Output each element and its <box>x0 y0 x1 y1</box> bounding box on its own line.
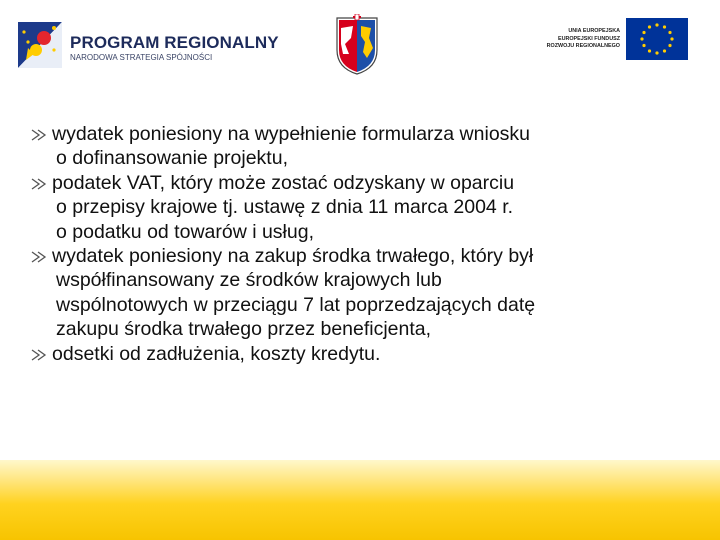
bullet-list <box>30 122 670 366</box>
footer-band <box>0 460 720 540</box>
bullet-text-line: wydatek poniesiony na wypełnienie formularza wniosku <box>52 123 531 145</box>
bullet-text-line: podatek VAT, który może zostać odzyskany w oparciu <box>52 171 515 194</box>
bullet-arrow-icon <box>30 177 50 191</box>
eu-line: EUROPEJSKI FUNDUSZ <box>557 35 620 42</box>
list-item <box>30 122 670 171</box>
program-logo-icon <box>14 16 66 72</box>
eu-line: UNIA EUROPEJSKA <box>568 28 620 34</box>
bullet-text-line: zakupu środka trwałego przez beneficjenta, <box>56 318 432 341</box>
list-item <box>30 244 670 342</box>
bullet-text-line: wspólnotowych w przeciągu 7 lat poprzedzających datę <box>56 293 536 316</box>
bullet-text-line: o przepisy krajowe tj. ustawę z dnia 11 marca 2004 r. <box>56 196 514 219</box>
program-regionalny-logo <box>14 16 279 72</box>
program-subtitle: NARODOWA STRATEGIA SPÓJNOŚCI <box>70 53 213 62</box>
bullet-text-line: o podatku od towarów i usług, <box>56 220 314 243</box>
list-item <box>30 171 670 244</box>
voivodeship-crest-icon <box>333 14 381 76</box>
bullet-text-line: odsetki od zadłużenia, koszty kredytu. <box>52 342 381 365</box>
list-item <box>30 342 670 366</box>
eu-flag-icon <box>626 18 688 60</box>
bullet-text-line: o dofinansowanie projektu, <box>56 147 288 170</box>
bullet-text-line: wydatek poniesiony na zakup środka trwałego, który był <box>52 245 534 268</box>
header <box>0 0 720 100</box>
bullet-arrow-icon <box>30 348 50 362</box>
eu-line: ROZWOJU REGIONALNEGO <box>546 43 620 50</box>
program-title: PROGRAM REGIONALNY <box>70 33 279 52</box>
bullet-arrow-icon <box>30 128 50 142</box>
bullet-text-line: współfinansowany ze środków krajowych lub <box>56 269 442 292</box>
eu-caption <box>510 28 620 51</box>
bullet-arrow-icon <box>30 250 50 264</box>
